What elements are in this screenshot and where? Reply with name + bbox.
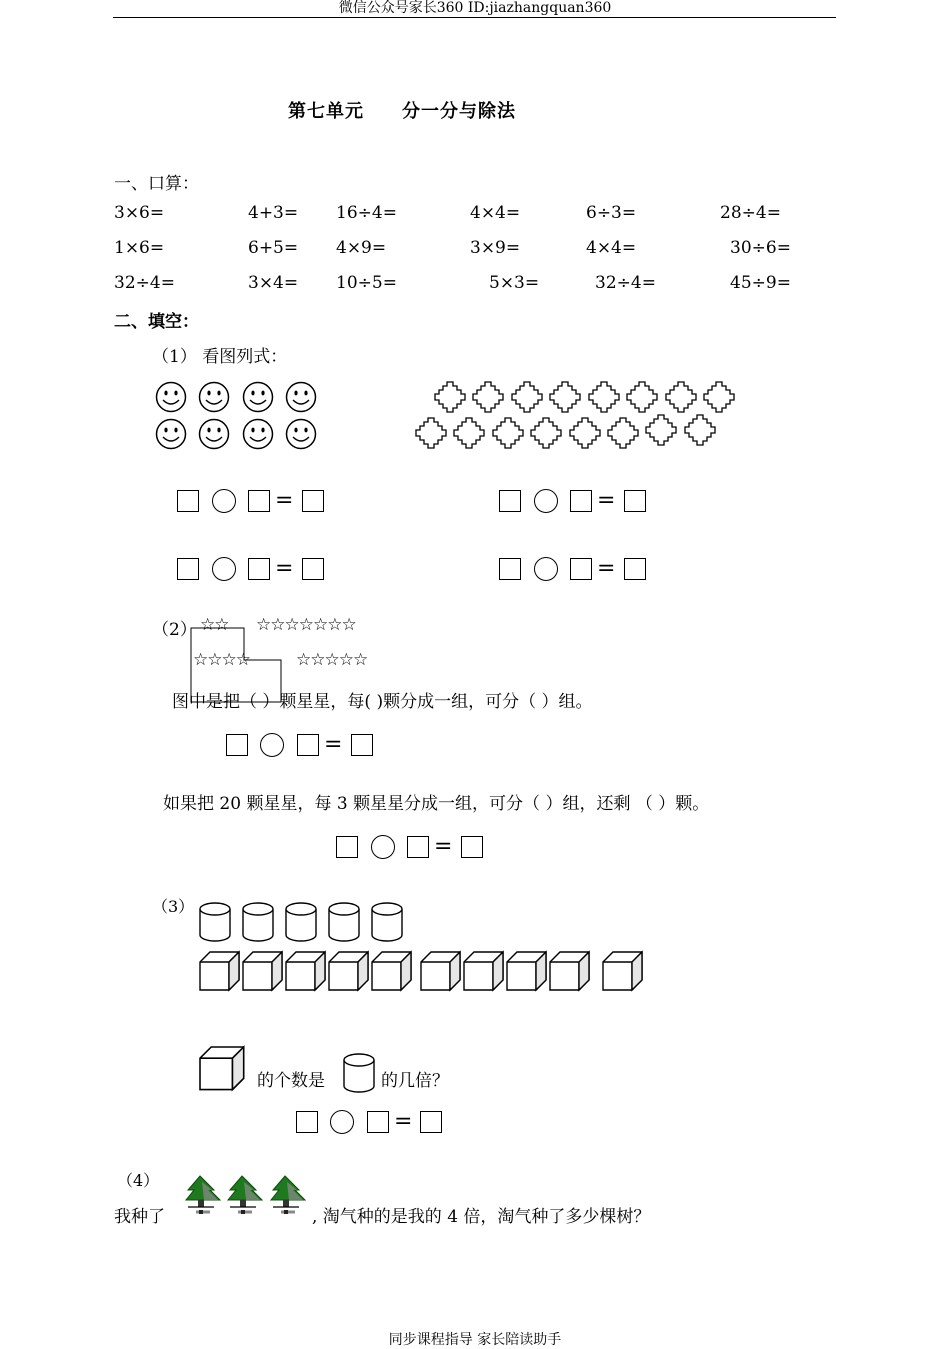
calc-item: 3×9= [470,238,521,258]
equals-sign: = [394,1109,413,1134]
page-header: 微信公众号家长360 ID:jiazhangquan360 [338,0,612,16]
calc-item: 3×4= [248,273,299,293]
q4-prefix: 我种了 [114,1207,165,1227]
tree-icon [271,1176,305,1214]
unit-label: 第七单元 [288,101,364,122]
star-group: ☆☆☆☆☆☆☆ [256,615,356,635]
section2-label: 二、填空： [114,312,199,332]
star-group: ☆☆☆☆ [193,650,250,670]
equals-sign: = [597,488,616,513]
equals-sign: = [434,834,453,859]
calc-item: 32÷4= [114,273,175,293]
tree-icon [186,1176,220,1214]
q3-label: （3） [152,897,195,916]
star-group: ☆☆ [200,615,229,635]
calc-item: 3×6= [114,203,165,223]
q1-label: （1） 看图列式： [152,347,288,367]
calc-item: 30÷6= [730,238,791,258]
calc-item: 6÷3= [586,203,637,223]
q2-sentence2: 如果把 20 颗星星，每 3 颗星星分成一组，可分（ ）组，还剩 （ ）颗。 [163,794,710,814]
page-footer: 同步课程指导 家长陪读助手 [388,1332,562,1348]
equals-sign: = [275,556,294,581]
q2-label: （2） [152,620,197,640]
calc-item: 10÷5= [336,273,397,293]
calc-item: 45÷9= [730,273,791,293]
calc-item: 4+3= [248,203,299,223]
calc-item: 5×3= [489,273,540,293]
equals-sign: = [275,488,294,513]
calc-item: 32÷4= [595,273,656,293]
star-group: ☆☆☆☆☆ [296,650,368,670]
equals-sign: = [597,556,616,581]
q4-suffix: , 淘气种的是我的 4 倍，淘气种了多少棵树？ [312,1207,651,1227]
calc-item: 28÷4= [720,203,781,223]
tree-icon [228,1176,262,1214]
q4-label: （4） [117,1171,160,1190]
equals-sign: = [324,732,343,757]
calc-item: 4×4= [586,238,637,258]
q3-question-part1: 的个数是 [257,1071,325,1091]
calc-item: 4×9= [336,238,387,258]
q3-question-part2: 的几倍？ [381,1071,449,1091]
calc-item: 4×4= [470,203,521,223]
calc-item: 6+5= [248,238,299,258]
calc-item: 16÷4= [336,203,397,223]
unit-topic: 分一分与除法 [402,101,516,122]
section1-label: 一、口算： [114,174,199,194]
calc-item: 1×6= [114,238,165,258]
q2-sentence1: 图中是把（ ）颗星星，每( )颗分成一组，可分（ ）组。 [172,692,593,712]
